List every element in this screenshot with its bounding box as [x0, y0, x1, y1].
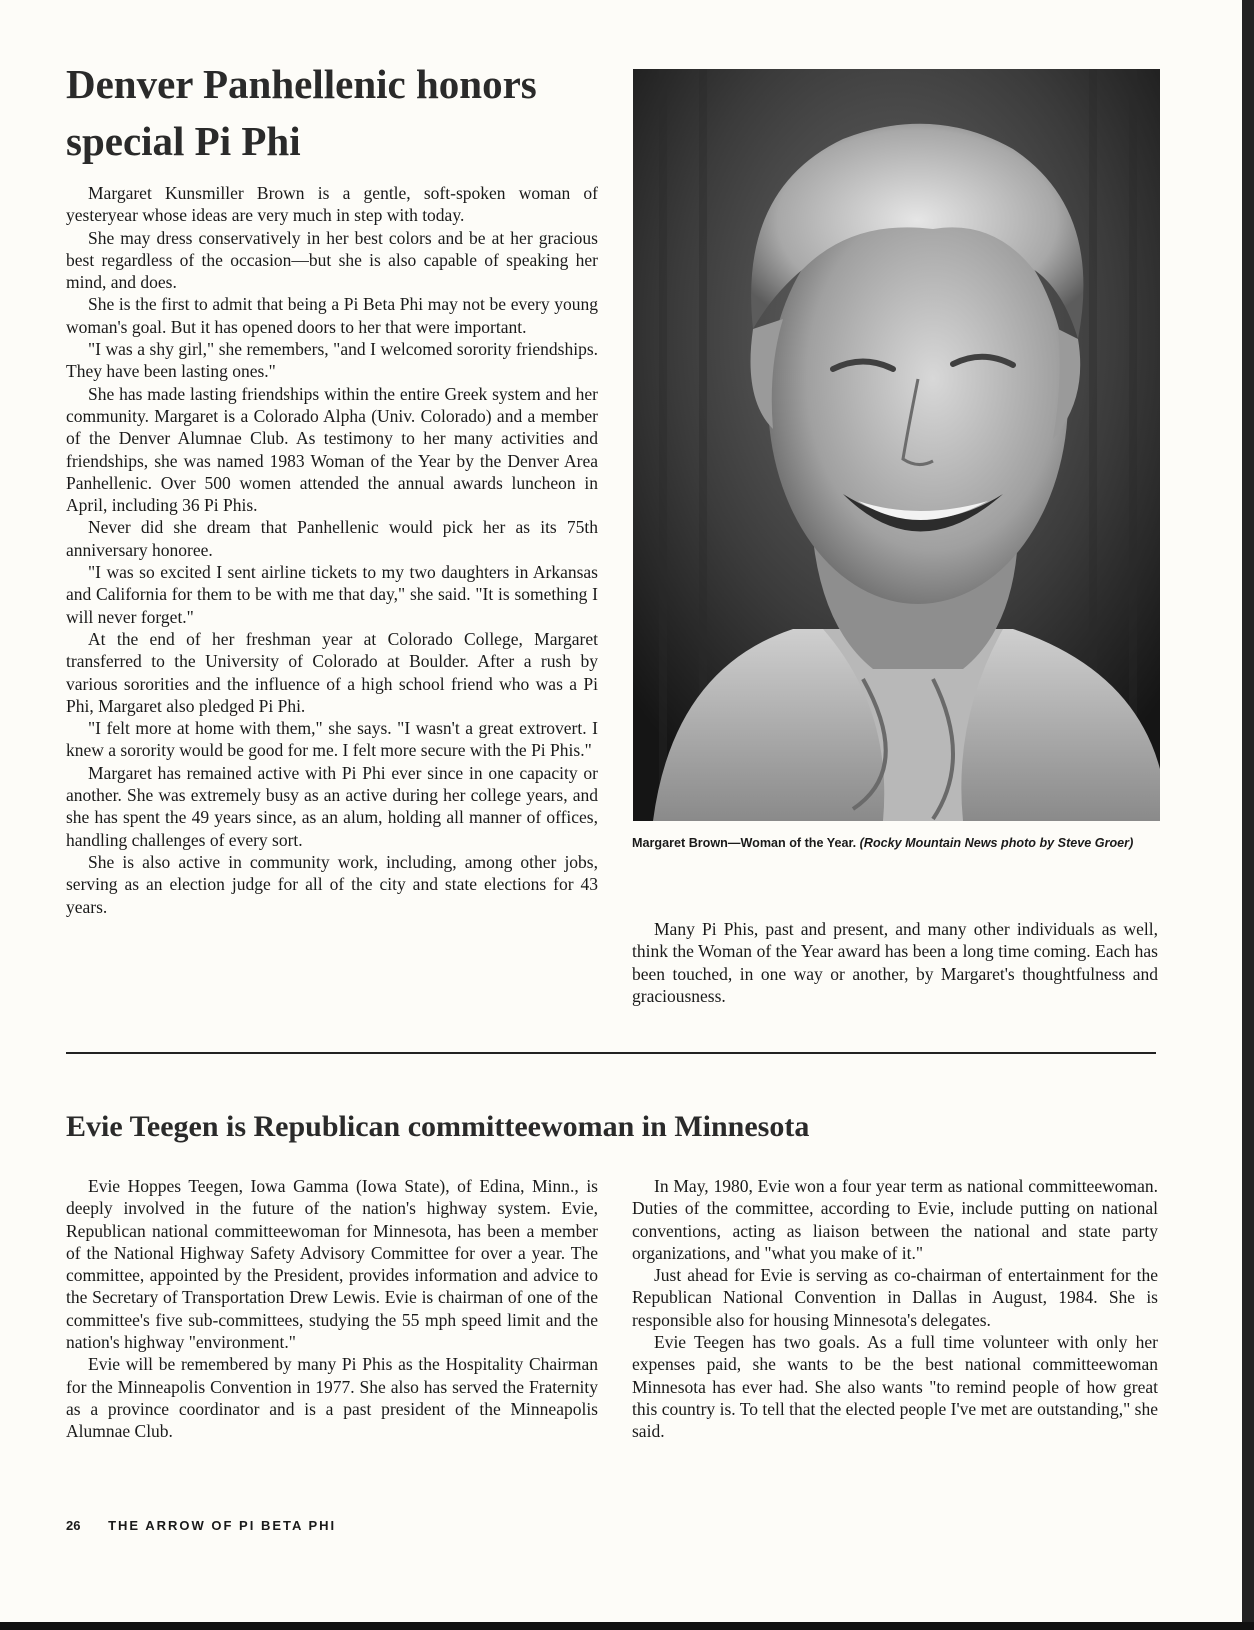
paragraph: Margaret has remained active with Pi Phi ever since in one capacity or another. She was extremely busy as an active during her college years, and she has spent the 49 years since, as an alum, holding all manner of offices, handling challenges of every sort.	[66, 762, 598, 850]
paragraph: "I was a shy girl," she remembers, "and I welcomed sorority friendships. They have been lasting ones."	[66, 339, 598, 382]
caption-main: Margaret Brown—Woman of the Year.	[632, 836, 857, 850]
article-title-teegen: Evie Teegen is Republican committeewoman in Minnesota	[66, 1110, 810, 1143]
article1-column-right	[632, 918, 1158, 1007]
paragraph: She may dress conservatively in her best colors and be at her gracious best regardless of the occasion—but she is also capable of speaking her mind, and does.	[66, 227, 598, 293]
article-title-panhellenic: Denver Panhellenic honors special Pi Phi	[66, 61, 537, 164]
page-footer	[66, 1518, 336, 1533]
paragraph: Many Pi Phis, past and present, and many other individuals as well, think the Woman of the Year award has been a long time coming. Each has been touched, in one way or another, by Margaret's thoughtfulness and graciousness.	[632, 919, 1158, 1006]
paragraph: Margaret Kunsmiller Brown is a gentle, soft-spoken woman of yesteryear whose ideas are very much in step with today.	[66, 183, 598, 226]
publication-name: THE ARROW OF PI BETA PHI	[108, 1518, 337, 1533]
paragraph: Never did she dream that Panhellenic would pick her as its 75th anniversary honoree.	[66, 517, 598, 560]
page-edge	[0, 1622, 1254, 1630]
paragraph: At the end of her freshman year at Colorado College, Margaret transferred to the University of Colorado at Boulder. After a rush by various sororities and the influence of a high school friend who was a Pi Phi, Margaret also pledged Pi Phi.	[66, 628, 598, 716]
article2-column-left	[66, 1175, 598, 1443]
photo-caption	[632, 834, 1162, 853]
paragraph: She has made lasting friendships within the entire Greek system and her community. Margaret is a Colorado Alpha (Univ. Colorado) and a member of the Denver Alumnae Club. As testimony to her many activities and friendships, she was named 1983 Woman of the Year by the Denver Area Panhellenic. Over 500 women attended the annual awards luncheon in April, including 36 Pi Phis.	[66, 383, 598, 516]
article1-column-left	[66, 182, 598, 918]
article2-column-right	[632, 1175, 1158, 1443]
paragraph: She is the first to admit that being a Pi Beta Phi may not be every young woman's goal. But it has opened doors to her that were important.	[66, 294, 598, 337]
portrait-illustration	[633, 69, 1160, 821]
paragraph: Evie will be remembered by many Pi Phis as the Hospitality Chairman for the Minneapolis Convention in 1977. She also has served the Fraternity as a province coordinator and is a past president of the Minneapolis Alumnae Club.	[66, 1354, 598, 1442]
paragraph: Evie Teegen has two goals. As a full time volunteer with only her expenses paid, she wants to be the best national committeewoman Minnesota has ever had. She also wants "to remind people of how great this country is. To tell that the elected people I've met are outstanding," she said.	[632, 1332, 1158, 1442]
paragraph: "I was so excited I sent airline tickets to my two daughters in Arkansas and California for them to be with me that day," she said. "It is something I will never forget."	[66, 562, 598, 627]
page-number: 26	[66, 1518, 81, 1533]
paragraph: Just ahead for Evie is serving as co-chairman of entertainment for the Republican National Convention in Dallas in August, 1984. She is responsible also for housing Minnesota's delegates.	[632, 1265, 1158, 1330]
section-divider	[66, 1052, 1156, 1054]
paragraph: "I felt more at home with them," she says. "I wasn't a great extrovert. I knew a sorority would be good for me. I felt more secure with the Pi Phis."	[66, 718, 598, 761]
caption-credit: (Rocky Mountain News photo by Steve Groer)	[859, 836, 1134, 850]
paragraph: Evie Hoppes Teegen, Iowa Gamma (Iowa State), of Edina, Minn., is deeply involved in the future of the nation's highway system. Evie, Republican national committeewoman for Minnesota, has been a member of the National Highway Safety Advisory Committee for over a year. The committee, appointed by the President, provides information and advice to the Secretary of Transportation Drew Lewis. Evie is chairman of one of the committee's five sub-committees, studying the 55 mph speed limit and the nation's highway "environment."	[66, 1176, 598, 1353]
paragraph: In May, 1980, Evie won a four year term as national committeewoman. Duties of the committee, according to Evie, include putting on national conventions, acting as liaison between the national and state party organizations, and "what you make of it."	[632, 1176, 1158, 1263]
portrait-photo	[633, 69, 1160, 821]
page-edge	[1242, 0, 1254, 1630]
paragraph: She is also active in community work, including, among other jobs, serving as an election judge for all of the city and state elections for 43 years.	[66, 851, 598, 917]
